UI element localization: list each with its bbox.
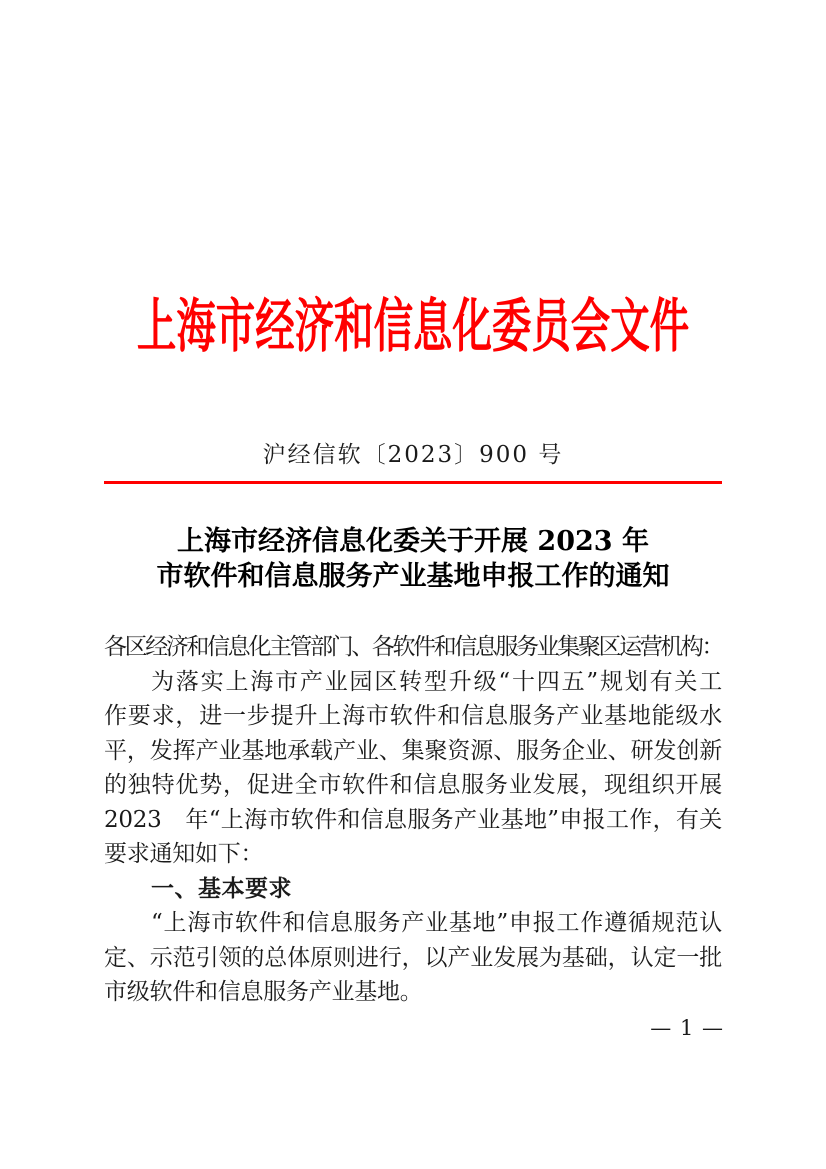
document-body xyxy=(104,630,722,1010)
body-line: 一、基本要求 xyxy=(151,875,292,902)
document-number: 沪经信软〔2023〕900 号 xyxy=(262,442,564,468)
body-line: 各区经济和信息化主管部门、各软件和信息服务业集聚区运营机构： xyxy=(104,634,722,660)
agency-header-title: 上海市经济和信息化委员会文件 xyxy=(136,292,690,360)
body-line: 2023 年“上海市软件和信息服务产业基地”申报工作，有关 xyxy=(104,806,722,833)
red-separator-line xyxy=(104,481,722,484)
body-line: 为落实上海市产业园区转型升级“十四五”规划有关工 xyxy=(151,668,722,695)
document-title-line2: 市软件和信息服务产业基地申报工作的通知 xyxy=(156,561,670,592)
document-title xyxy=(0,524,826,594)
body-line: 市级软件和信息服务产业基地。 xyxy=(104,979,423,1005)
body-line: 定、示范引领的总体原则进行，以产业发展为基础，认定一批 xyxy=(104,944,722,971)
page-number: — 1 — xyxy=(650,1016,724,1040)
body-line: 的独特优势，促进全市软件和信息服务业发展，现组织开展 xyxy=(104,772,722,798)
body-line: 平，发挥产业基地承载产业、集聚资源、服务企业、研发创新 xyxy=(104,737,722,764)
body-line: “上海市软件和信息服务产业基地”申报工作遵循规范认 xyxy=(151,910,722,936)
body-line: 作要求，进一步提升上海市软件和信息服务产业基地能级水 xyxy=(104,703,722,729)
body-line: 要求通知如下： xyxy=(104,841,264,867)
agency-header xyxy=(0,293,826,360)
document-title-line1: 上海市经济信息化委关于开展 2023 年 xyxy=(177,526,649,557)
